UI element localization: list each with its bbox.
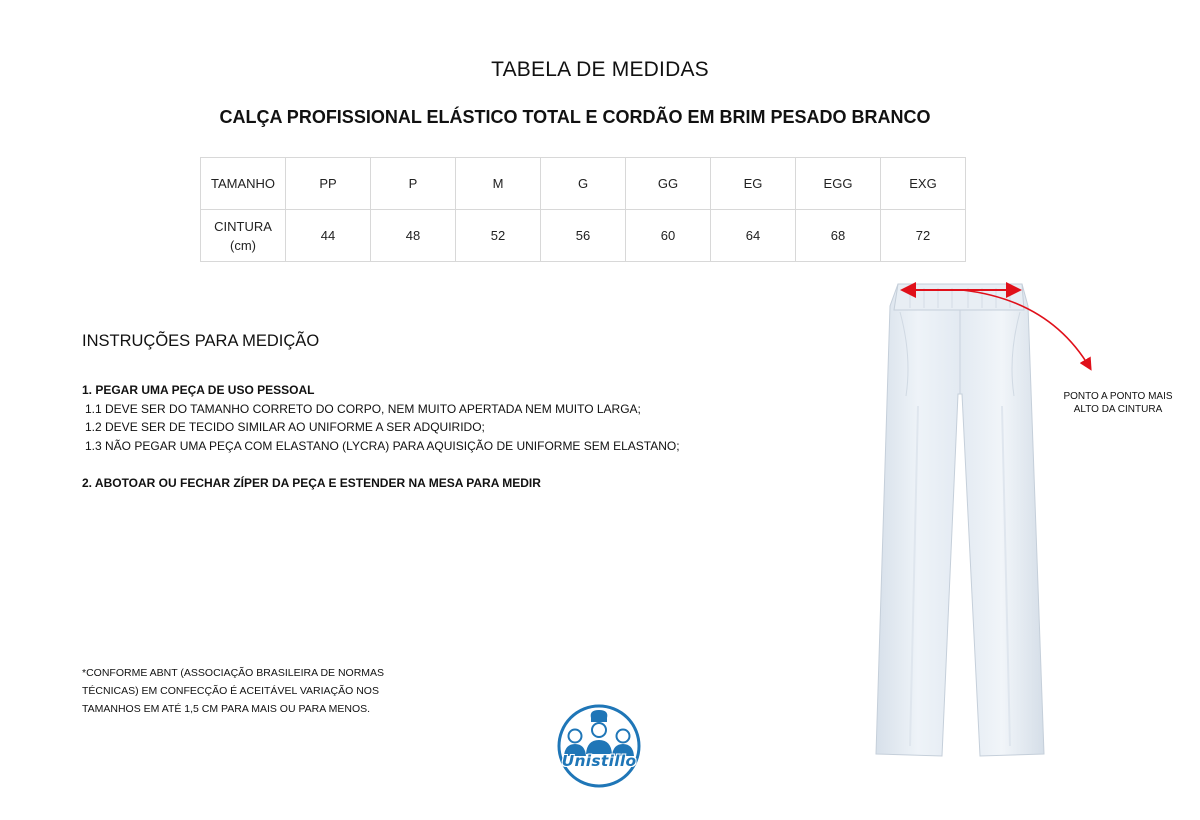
instructions-title: INSTRUÇÕES PARA MEDIÇÃO [82, 332, 320, 350]
size-cell: EXG [881, 158, 966, 210]
size-cell: M [456, 158, 541, 210]
step-1-3: 1.3 NÃO PEGAR UMA PEÇA COM ELASTANO (LYCRA) PARA AQUISIÇÃO DE UNIFORME SEM ELASTANO; [85, 438, 680, 453]
logo-wordmark: Unistillo [561, 752, 637, 770]
callout-line: ALTO DA CINTURA [1073, 404, 1163, 415]
product-title: CALÇA PROFISSIONAL ELÁSTICO TOTAL E CORDÃO EM BRIM PESADO BRANCO [219, 107, 931, 127]
chef-hat-icon [591, 710, 608, 722]
waist-cell: 44 [286, 210, 371, 262]
page-title: TABELA DE MEDIDAS [491, 58, 709, 81]
waist-cell: 48 [371, 210, 456, 262]
step-1-2: 1.2 DEVE SER DE TECIDO SIMILAR AO UNIFORME A SER ADQUIRIDO; [85, 420, 485, 434]
size-row [201, 158, 966, 210]
callout-curve [962, 290, 1090, 368]
waist-cell: 56 [541, 210, 626, 262]
waist-cell: 72 [881, 210, 966, 262]
person-right-head [617, 730, 630, 743]
note-line: TAMANHOS EM ATÉ 1,5 CM PARA MAIS OU PARA MENOS. [82, 703, 371, 715]
size-cell: PP [286, 158, 371, 210]
size-cell: EGG [796, 158, 881, 210]
size-row-header: TAMANHO [201, 158, 286, 210]
waist-header-unit: (cm) [230, 237, 256, 253]
size-cell: EG [711, 158, 796, 210]
step-1-1: 1.1 DEVE SER DO TAMANHO CORRETO DO CORPO, NEM MUITO APERTADA NEM MUITO LARGA; [85, 401, 641, 416]
step-1: 1. PEGAR UMA PEÇA DE USO PESSOAL [82, 383, 315, 397]
step-2: 2. ABOTOAR OU FECHAR ZÍPER DA PEÇA E ESTENDER NA MESA PARA MEDIR [82, 476, 541, 490]
waist-header-label: CINTURA [214, 218, 272, 234]
person-center-head [592, 723, 606, 737]
note-line: TÉCNICAS) EM CONFECÇÃO É ACEITÁVEL VARIAÇÃO NOS [82, 685, 379, 697]
instructions-list [82, 381, 680, 493]
size-cell: G [541, 158, 626, 210]
person-left-head [569, 730, 582, 743]
size-table [200, 157, 966, 262]
waist-cell: 52 [456, 210, 541, 262]
waist-measurement-arrow [890, 276, 1120, 391]
waist-callout [1058, 390, 1178, 416]
size-cell: P [371, 158, 456, 210]
waist-cell: 68 [796, 210, 881, 262]
spacer [82, 455, 680, 474]
size-cell: GG [626, 158, 711, 210]
note-line: *CONFORME ABNT (ASSOCIAÇÃO BRASILEIRA DE NORMAS [82, 667, 385, 679]
waist-row-header [201, 210, 286, 262]
waist-row [201, 210, 966, 262]
waist-cell: 64 [711, 210, 796, 262]
callout-line: PONTO A PONTO MAIS [1063, 391, 1173, 402]
unistillo-logo [553, 700, 645, 792]
waist-cell: 60 [626, 210, 711, 262]
abnt-note [82, 664, 402, 718]
